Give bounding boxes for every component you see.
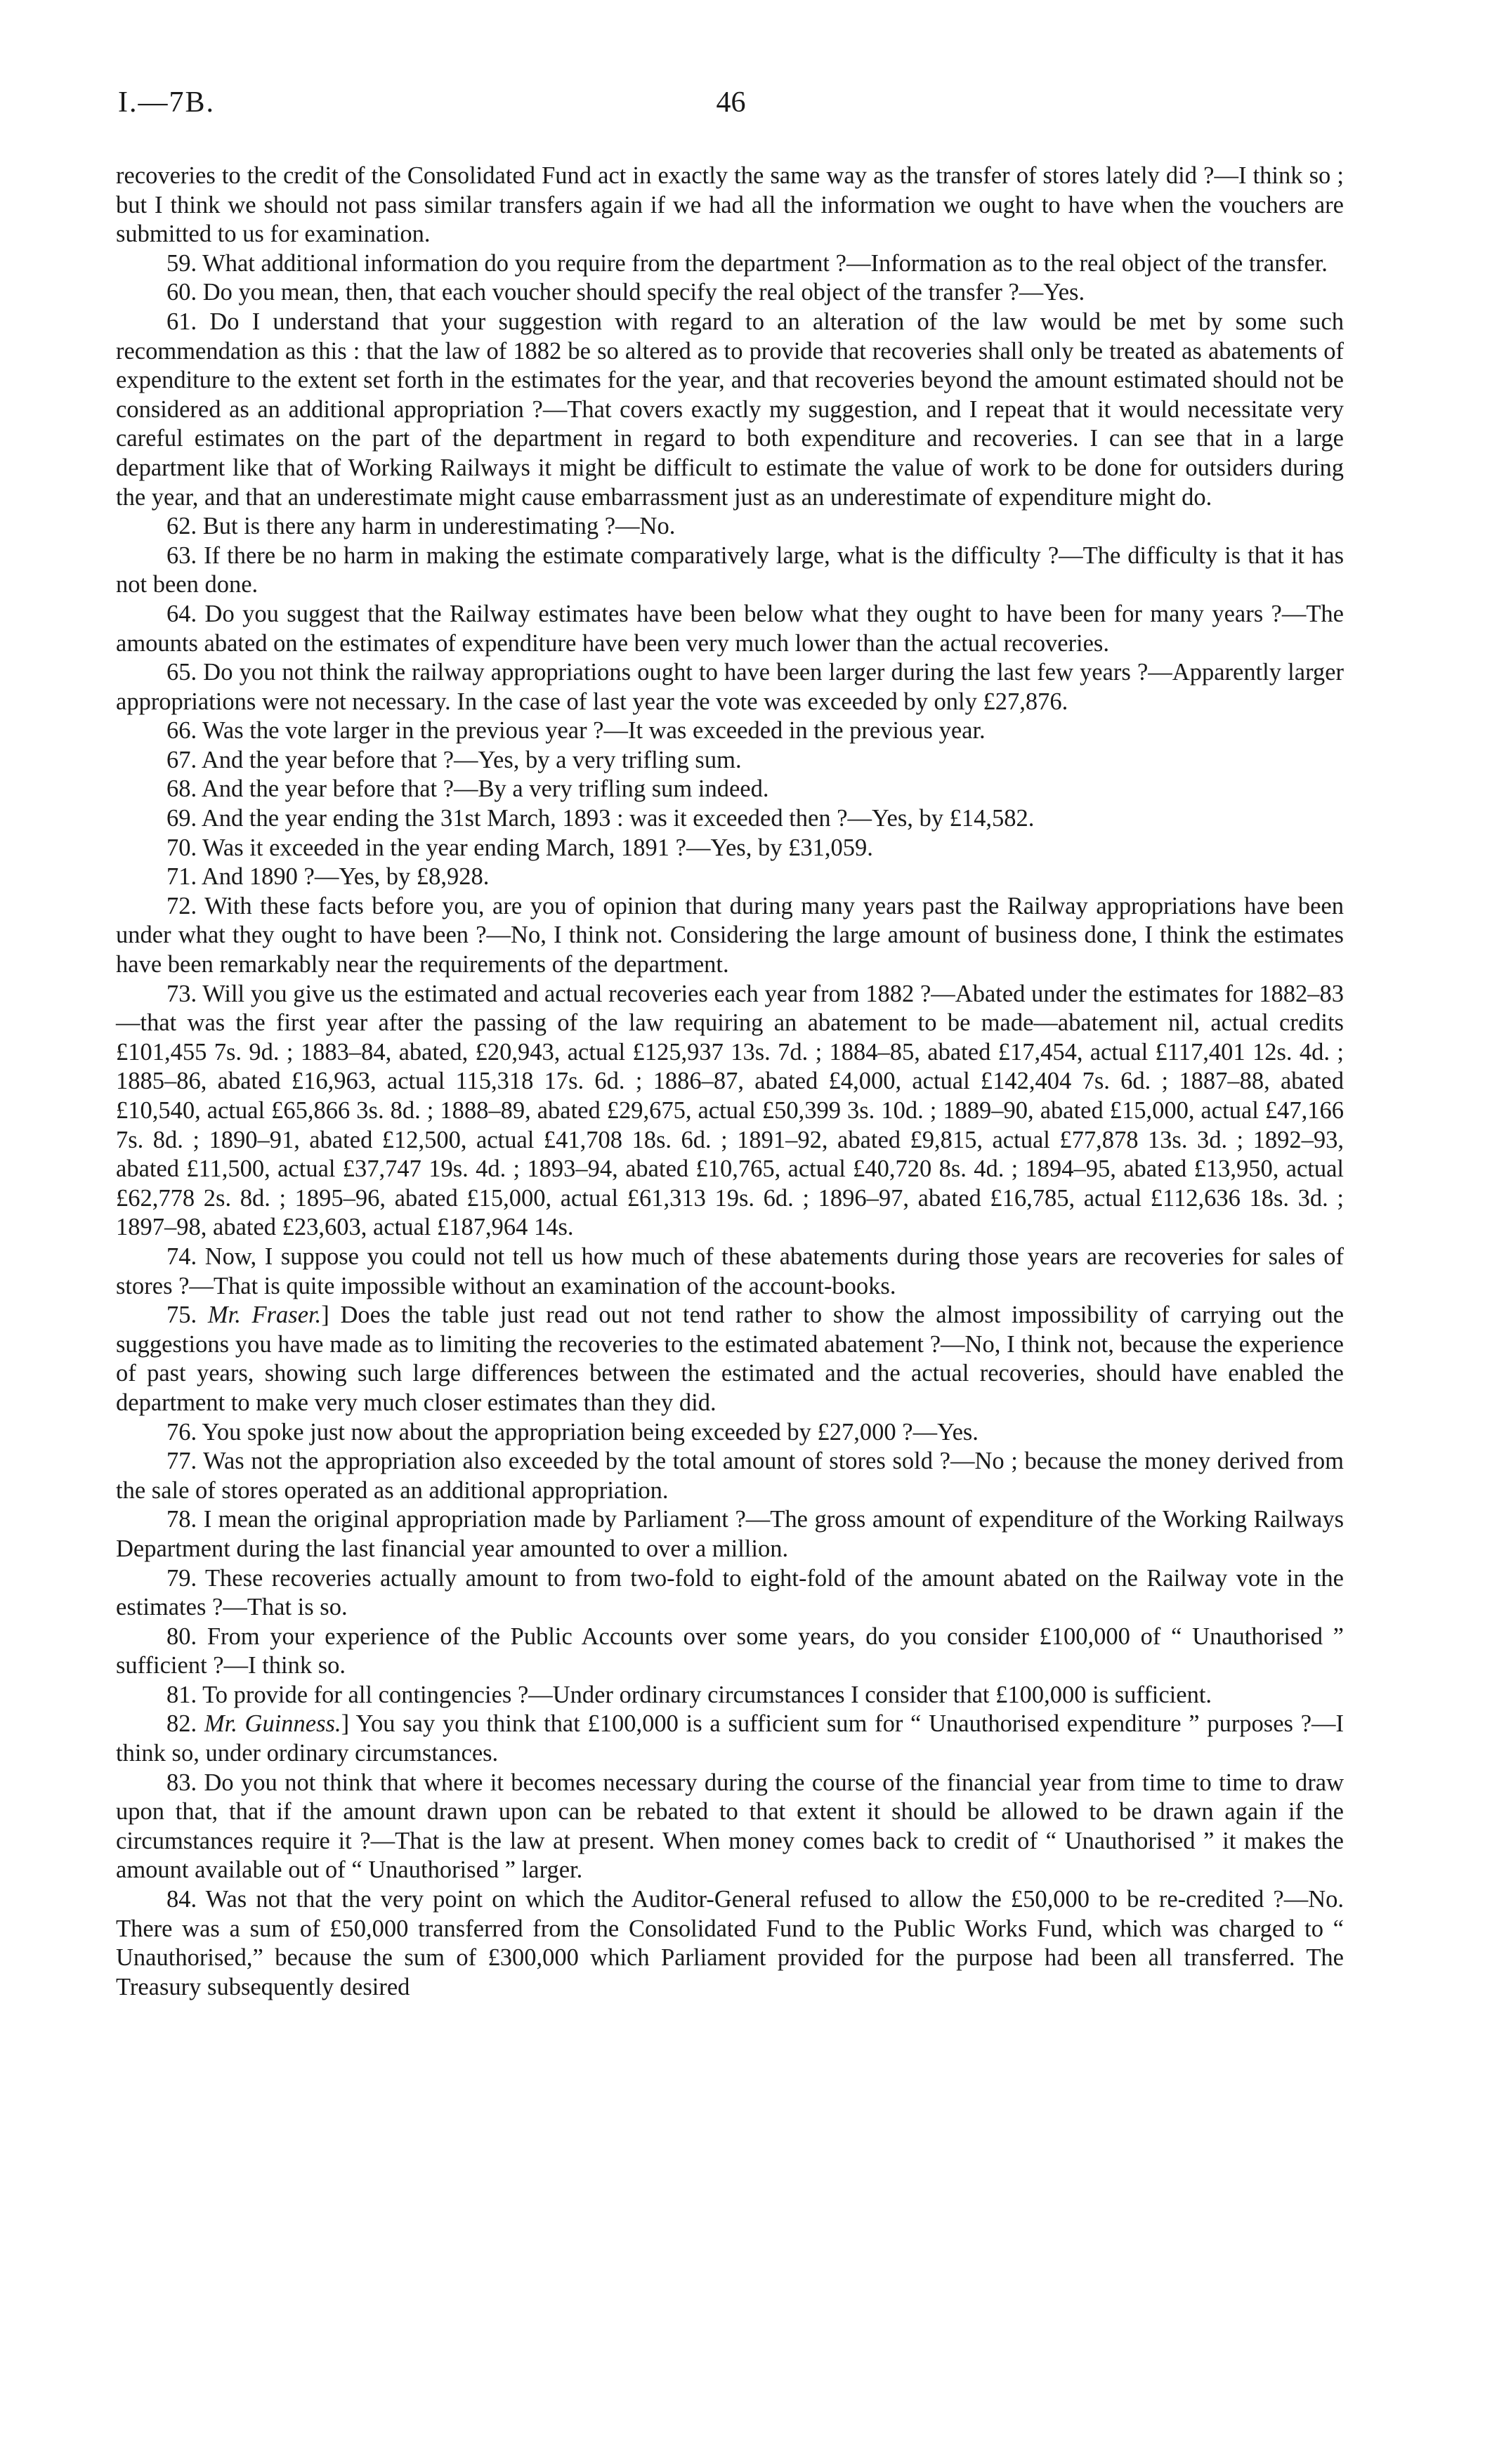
paragraph: 67. And the year before that ?—Yes, by a very trifling sum. bbox=[166, 746, 742, 773]
paragraph: 83. Do you not think that where it becomes necessary during the course of the financial year from time to time to draw upon that, that if the amount drawn upon can be rebated to that extent it should be allowed to be drawn again if the circumstances require it ?—That is the law at present. When money comes back to credit of “ Unauthorised ” it makes the amount available out of “ Unauthorised ” larger. bbox=[116, 1769, 1344, 1884]
paragraph: 60. Do you mean, then, that each voucher should specify the real object of the transfer ?—Yes. bbox=[166, 279, 1085, 306]
paragraph: 65. Do you not think the railway appropriations ought to have been larger during the last few years ?—Apparently larger appropriations were not necessary. In the case of last year the vote was exceeded by only £27,876. bbox=[116, 659, 1344, 715]
paragraph bbox=[116, 1301, 1344, 1417]
paragraph-text: ] You say you think that £100,000 is a sufficient sum for “ Unauthorised expenditure ” purposes ?—I think so, under ordinary circumstances. bbox=[116, 1710, 1345, 1767]
paragraph: 72. With these facts before you, are you of opinion that during many years past the Railway appropriations have been under what they ought to have been ?—No, I think not. Considering the large amount of business done, I think the estimates have been remarkably near the requirements of the department. bbox=[116, 892, 1344, 978]
paragraph: 66. Was the vote larger in the previous year ?—It was exceeded in the previous year. bbox=[166, 717, 986, 745]
paragraph: 68. And the year before that ?—By a very trifling sum indeed. bbox=[166, 775, 769, 803]
paragraph: 61. Do I understand that your suggestion with regard to an alteration of the law would be met by some such recommendation as this : that the law of 1882 be so altered as to provide that recoveries shall only be treated as abatements of expenditure to the extent set forth in the estimates for the year, and that recoveries beyond the amount estimated should not be considered as an additional appropriation ?—That covers exactly my suggestion, and I repeat that it would necessitate very careful estimates on the part of the department in regard to both expenditure and recoveries. I can see that in a large department like that of Working Railways it might be difficult to estimate the value of work to be done for outsiders during the year, and that an underestimate might cause embarrassment just as an underestimate of expenditure might do. bbox=[116, 308, 1344, 511]
paragraph: 59. What additional information do you require from the department ?—Information as to the real object of the transfer. bbox=[166, 249, 1328, 277]
paragraph: 64. Do you suggest that the Railway estimates have been below what they ought to have been for many years ?—The amounts abated on the estimates of expenditure have been very much lower than the actual recoveries. bbox=[116, 600, 1344, 657]
paragraph: 77. Was not the appropriation also exceeded by the total amount of stores sold ?—No ; because the money derived from the sale of stores operated as an additional appropriation. bbox=[116, 1448, 1344, 1504]
document-body bbox=[116, 162, 1344, 2002]
paragraph: 70. Was it exceeded in the year ending March, 1891 ?—Yes, by £31,059. bbox=[166, 834, 873, 861]
paragraph: 63. If there be no harm in making the estimate comparatively large, what is the difficulty ?—The difficulty is that it has not been done. bbox=[116, 542, 1344, 598]
paragraph: recoveries to the credit of the Consolidated Fund act in exactly the same way as the transfer of stores lately did ?—I think so ; but I think we should not pass similar transfers again if we had all the information we ought to have when the vouchers are submitted to us for examination. bbox=[116, 162, 1344, 248]
question-number: 82. bbox=[166, 1710, 197, 1738]
question-number: 75. bbox=[166, 1302, 197, 1329]
paragraph: 84. Was not that the very point on which the Auditor-General refused to allow the £50,000 to be re-credited ?—No. There was a sum of £50,000 transferred from the Consolidated Fund to the Public Works Fund, which was charged to “ Unauthorised,” because the sum of £300,000 which Parliament provided for the purpose had been all transferred. The Treasury subsequently desired bbox=[116, 1886, 1344, 2000]
page-number: 46 bbox=[716, 86, 746, 119]
paragraph: 71. And 1890 ?—Yes, by £8,928. bbox=[166, 863, 490, 891]
paragraph: 69. And the year ending the 31st March, 1893 : was it exceeded then ?—Yes, by £14,582. bbox=[166, 805, 1035, 832]
paragraph: 76. You spoke just now about the appropriation being exceeded by £27,000 ?—Yes. bbox=[166, 1418, 979, 1446]
paragraph: 78. I mean the original appropriation made by Parliament ?—The gross amount of expenditure of the Working Railways Department during the last financial year amounted to over a million. bbox=[116, 1506, 1344, 1562]
paragraph: 79. These recoveries actually amount to from two-fold to eight-fold of the amount abated on the Railway vote in the estimates ?—That is so. bbox=[116, 1564, 1344, 1621]
paragraph: 74. Now, I suppose you could not tell us how much of these abatements during those years are recoveries for sales of stores ?—That is quite impossible without an examination of the account-books. bbox=[116, 1243, 1344, 1299]
paragraph-text: ] Does the table just read out not tend rather to show the almost impossibility of carrying out the suggestions you have made as to limiting the recoveries to the estimated abatement ?—No, I think not, because the experience of past years, showing such large differences between the estimated and the actual recoveries, should have enabled the department to make very much closer estimates than they did. bbox=[116, 1302, 1345, 1416]
document-reference: I.—7B. bbox=[118, 86, 215, 119]
paragraph: 73. Will you give us the estimated and actual recoveries each year from 1882 ?—Abated under the estimates for 1882–83—that was the first year after the passing of the law requiring an abatement to be made—abatement nil, actual credits £101,455 7s. 9d. ; 1883–84, abated, £20,943, actual £125,937 13s. 7d. ; 1884–85, abated £17,454, actual £117,401 12s. 4d. ; 1885–86, abated £16,963, actual 115,318 17s. 6d. ; 1886–87, abated £4,000, actual £142,404 7s. 6d. ; 1887–88, abated £10,540, actual £65,866 3s. 8d. ; 1888–89, abated £29,675, actual £50,399 3s. 10d. ; 1889–90, abated £15,000, actual £47,166 7s. 8d. ; 1890–91, abated £12,500, actual £41,708 18s. 6d. ; 1891–92, abated £9,815, actual £77,878 13s. 3d. ; 1892–93, abated £11,500, actual £37,747 19s. 4d. ; 1893–94, abated £10,765, actual £40,720 8s. 4d. ; 1894–95, abated £13,950, actual £62,778 2s. 8d. ; 1895–96, abated £15,000, actual £61,313 19s. 6d. ; 1896–97, abated £16,785, actual £112,636 18s. 3d. ; 1897–98, abated £23,603, actual £187,964 14s. bbox=[116, 980, 1344, 1241]
speaker-name: Mr. Guinness. bbox=[204, 1710, 341, 1738]
speaker-name: Mr. Fraser. bbox=[207, 1302, 322, 1329]
paragraph: 62. But is there any harm in underestimating ?—No. bbox=[166, 513, 676, 540]
page-header bbox=[118, 86, 1344, 135]
paragraph: 81. To provide for all contingencies ?—Under ordinary circumstances I consider that £100,000 is sufficient. bbox=[166, 1681, 1212, 1708]
paragraph: 80. From your experience of the Public Accounts over some years, do you consider £100,000 of “ Unauthorised ” sufficient ?—I think so. bbox=[116, 1623, 1344, 1679]
paragraph bbox=[116, 1710, 1344, 1768]
